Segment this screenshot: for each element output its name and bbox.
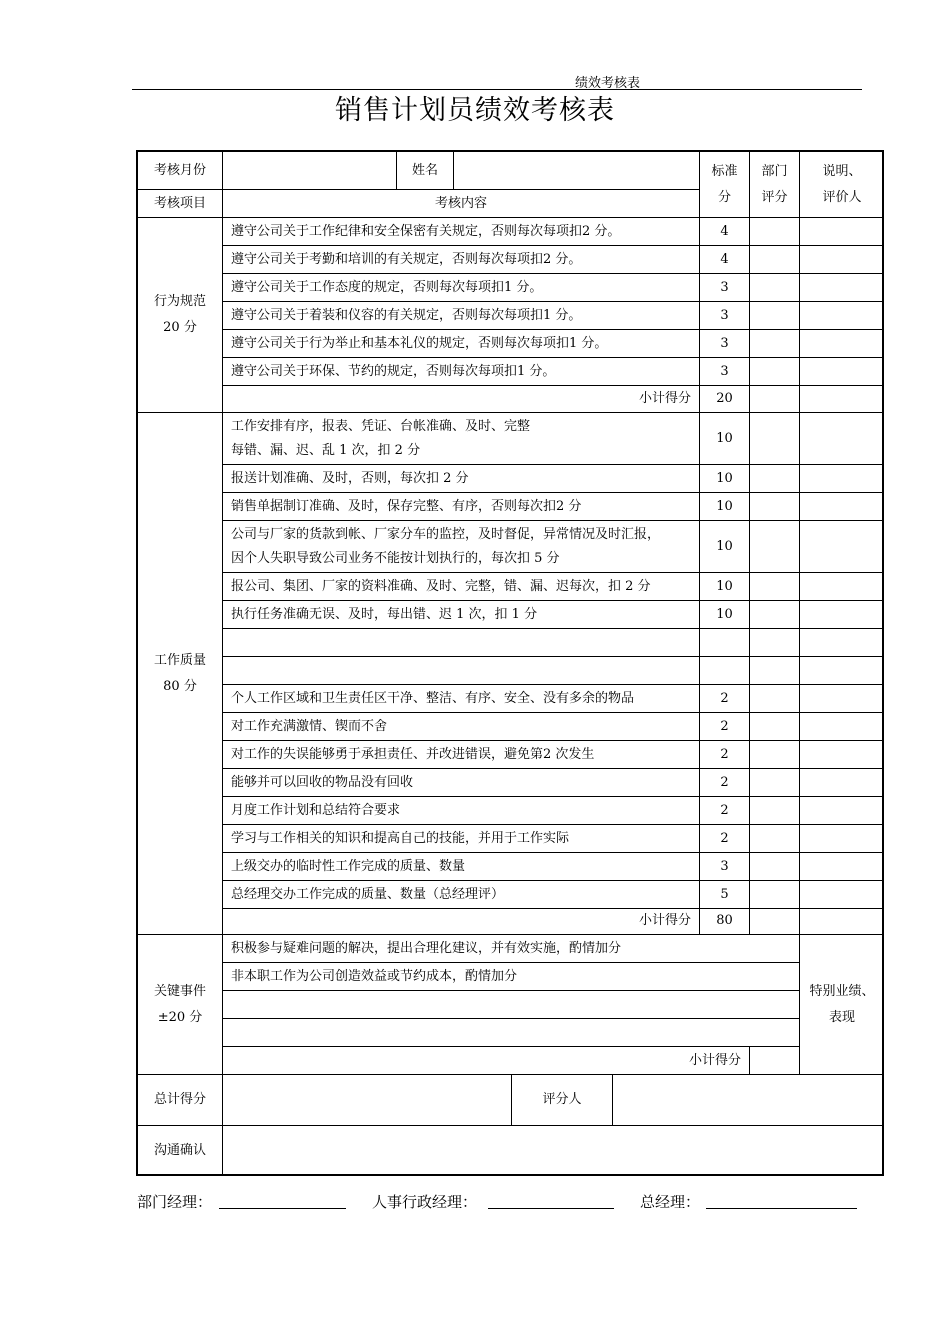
content-label: 考核内容 bbox=[223, 190, 700, 218]
quality-row-2-dept[interactable] bbox=[750, 465, 800, 493]
dept-score-header-l2: 评分 bbox=[761, 189, 788, 205]
quality-extra-row-remark[interactable] bbox=[800, 769, 884, 797]
behavior-row-score: 3 bbox=[700, 274, 750, 302]
appraisal-table bbox=[136, 150, 884, 1176]
behavior-row-score: 3 bbox=[700, 358, 750, 386]
quality-extra-row: 上级交办的临时性工作完成的质量、数量 bbox=[223, 853, 700, 881]
quality-extra-row-dept[interactable] bbox=[750, 741, 800, 769]
dept-manager-label: 部门经理： bbox=[137, 1193, 213, 1211]
quality-row-6-dept[interactable] bbox=[750, 601, 800, 629]
behavior-row-dept[interactable] bbox=[750, 274, 800, 302]
quality-blank-row-1[interactable] bbox=[223, 629, 700, 657]
total-label: 总计得分 bbox=[138, 1075, 223, 1126]
quality-row-3-remark[interactable] bbox=[800, 493, 884, 521]
behavior-row: 遵守公司关于工作态度的规定，否则每次每项扣1 分。 bbox=[223, 274, 700, 302]
hr-manager-signature-line[interactable] bbox=[488, 1208, 614, 1209]
rater-input[interactable] bbox=[613, 1075, 884, 1126]
quality-row-1-l1: 工作安排有序，报表、凭证、台帐准确、及时、完整 bbox=[231, 418, 531, 434]
rater-label: 评分人 bbox=[512, 1075, 613, 1126]
behavior-row: 遵守公司关于工作纪律和安全保密有关规定，否则每次每项扣2 分。 bbox=[223, 218, 700, 246]
quality-row-1-dept[interactable] bbox=[750, 413, 800, 465]
quality-label-l1: 工作质量 bbox=[153, 652, 206, 668]
key-events-subtotal-label: 小计得分 bbox=[223, 1047, 750, 1075]
total-input[interactable] bbox=[223, 1075, 512, 1126]
key-events-label-l2: ±20 分 bbox=[157, 1009, 203, 1025]
special-performance-l1: 特别业绩、 bbox=[809, 983, 875, 999]
quality-row-1-remark[interactable] bbox=[800, 413, 884, 465]
quality-blank-row-2-dept[interactable] bbox=[750, 657, 800, 685]
dept-score-header bbox=[750, 152, 800, 218]
behavior-row-remark[interactable] bbox=[800, 246, 884, 274]
dept-manager-signature-line[interactable] bbox=[219, 1208, 346, 1209]
quality-extra-row-dept[interactable] bbox=[750, 853, 800, 881]
quality-row-2-score: 10 bbox=[700, 465, 750, 493]
key-events-subtotal-value[interactable] bbox=[750, 1047, 800, 1075]
quality-extra-row: 月度工作计划和总结符合要求 bbox=[223, 797, 700, 825]
quality-row-6-score: 10 bbox=[700, 601, 750, 629]
std-score-header-l2: 分 bbox=[717, 189, 731, 205]
behavior-row-remark[interactable] bbox=[800, 330, 884, 358]
quality-extra-row-score: 2 bbox=[700, 713, 750, 741]
behavior-label-l1: 行为规范 bbox=[153, 294, 206, 309]
quality-row-5: 报公司、集团、厂家的资料准确、及时、完整，错、漏、迟每次，扣 2 分 bbox=[223, 573, 700, 601]
quality-subtotal-value: 80 bbox=[700, 907, 750, 935]
key-event-blank-row-1[interactable] bbox=[223, 991, 800, 1019]
quality-row-3-score: 10 bbox=[700, 493, 750, 521]
behavior-row-dept[interactable] bbox=[750, 246, 800, 274]
behavior-row-score: 4 bbox=[700, 218, 750, 246]
behavior-row-score: 3 bbox=[700, 302, 750, 330]
behavior-row-dept[interactable] bbox=[750, 330, 800, 358]
quality-extra-row-score: 5 bbox=[700, 881, 750, 909]
quality-extra-row-remark[interactable] bbox=[800, 713, 884, 741]
special-performance-cell bbox=[800, 935, 884, 1075]
behavior-label bbox=[138, 218, 223, 413]
quality-extra-row-score: 3 bbox=[700, 853, 750, 881]
remark-header-l1: 说明、 bbox=[822, 163, 862, 179]
hr-manager-label: 人事行政经理： bbox=[372, 1193, 478, 1211]
quality-extra-row: 能够并可以回收的物品没有回收 bbox=[223, 769, 700, 797]
quality-extra-row-dept[interactable] bbox=[750, 769, 800, 797]
key-event-row-1: 积极参与疑难问题的解决，提出合理化建议，并有效实施，酌情加分 bbox=[223, 935, 800, 963]
behavior-row-dept[interactable] bbox=[750, 358, 800, 386]
behavior-row-remark[interactable] bbox=[800, 302, 884, 330]
quality-extra-row-remark[interactable] bbox=[800, 685, 884, 713]
quality-extra-row: 对工作的失误能够勇于承担责任、并改进错误，避免第2 次发生 bbox=[223, 741, 700, 769]
behavior-subtotal-label: 小计得分 bbox=[223, 385, 700, 413]
quality-row-4-remark[interactable] bbox=[800, 521, 884, 573]
quality-row-4 bbox=[223, 521, 700, 573]
quality-blank-row-1-dept[interactable] bbox=[750, 629, 800, 657]
behavior-row-score: 3 bbox=[700, 330, 750, 358]
behavior-label-l2: 20 分 bbox=[163, 320, 197, 335]
remark-header-l2: 评价人 bbox=[822, 189, 862, 205]
quality-extra-row-remark[interactable] bbox=[800, 881, 884, 909]
page-title: 销售计划员绩效考核表 bbox=[335, 95, 615, 126]
quality-row-3-dept[interactable] bbox=[750, 493, 800, 521]
quality-extra-row-dept[interactable] bbox=[750, 825, 800, 853]
quality-extra-row-dept[interactable] bbox=[750, 713, 800, 741]
quality-extra-row-dept[interactable] bbox=[750, 881, 800, 909]
confirm-label: 沟通确认 bbox=[138, 1126, 223, 1176]
std-score-header bbox=[700, 152, 750, 218]
quality-blank-row-2[interactable] bbox=[223, 657, 700, 685]
quality-extra-row: 总经理交办工作完成的质量、数量（总经理评） bbox=[223, 881, 700, 909]
quality-extra-row: 个人工作区域和卫生责任区干净、整洁、有序、安全、没有多余的物品 bbox=[223, 685, 700, 713]
key-event-blank-row-2[interactable] bbox=[223, 1019, 800, 1047]
behavior-row-dept[interactable] bbox=[750, 218, 800, 246]
behavior-row-remark[interactable] bbox=[800, 218, 884, 246]
behavior-row-remark[interactable] bbox=[800, 274, 884, 302]
behavior-row-dept[interactable] bbox=[750, 302, 800, 330]
dept-score-header-l1: 部门 bbox=[761, 163, 788, 179]
quality-row-4-l2: 因个人失职导致公司业务不能按计划执行的，每次扣 5 分 bbox=[231, 550, 560, 566]
item-label: 考核项目 bbox=[138, 190, 223, 218]
behavior-row: 遵守公司关于着装和仪容的有关规定，否则每次每项扣1 分。 bbox=[223, 302, 700, 330]
quality-row-5-remark[interactable] bbox=[800, 573, 884, 601]
key-events-label bbox=[138, 935, 223, 1075]
confirm-input[interactable] bbox=[223, 1126, 884, 1176]
behavior-subtotal-value: 20 bbox=[700, 385, 750, 413]
quality-row-3: 销售单据制订准确、及时，保存完整、有序，否则每次扣2 分 bbox=[223, 493, 700, 521]
page-header: 绩效考核表 bbox=[575, 76, 641, 91]
behavior-subtotal-remark[interactable] bbox=[800, 385, 884, 413]
quality-row-1-l2: 每错、漏、迟、乱 1 次，扣 2 分 bbox=[231, 442, 421, 458]
quality-subtotal-dept[interactable] bbox=[750, 907, 800, 935]
quality-extra-row-score: 2 bbox=[700, 769, 750, 797]
quality-blank-row-2-remark[interactable] bbox=[800, 657, 884, 685]
quality-extra-row-dept[interactable] bbox=[750, 685, 800, 713]
std-score-header-l1: 标准 bbox=[711, 163, 738, 179]
remark-header bbox=[800, 152, 884, 218]
quality-subtotal-remark[interactable] bbox=[800, 907, 884, 935]
quality-row-4-score: 10 bbox=[700, 521, 750, 573]
quality-row-1 bbox=[223, 413, 700, 465]
quality-extra-row-dept[interactable] bbox=[750, 797, 800, 825]
behavior-row: 遵守公司关于考勤和培训的有关规定，否则每次每项扣2 分。 bbox=[223, 246, 700, 274]
general-manager-signature-line[interactable] bbox=[706, 1208, 857, 1209]
general-manager-label: 总经理： bbox=[640, 1193, 701, 1211]
behavior-row-score: 4 bbox=[700, 246, 750, 274]
quality-row-4-l1: 公司与厂家的货款到帐、厂家分车的监控，及时督促，异常情况及时汇报， bbox=[231, 526, 661, 542]
quality-extra-row-remark[interactable] bbox=[800, 825, 884, 853]
quality-blank-row-1-score[interactable] bbox=[700, 629, 750, 657]
quality-row-4-dept[interactable] bbox=[750, 521, 800, 573]
behavior-row: 遵守公司关于环保、节约的规定，否则每次每项扣1 分。 bbox=[223, 358, 700, 386]
quality-row-6: 执行任务准确无误、及时，每出错、迟 1 次，扣 1 分 bbox=[223, 601, 700, 629]
quality-extra-row-score: 2 bbox=[700, 741, 750, 769]
name-label: 姓名 bbox=[397, 152, 454, 190]
quality-extra-row-remark[interactable] bbox=[800, 741, 884, 769]
quality-row-5-dept[interactable] bbox=[750, 573, 800, 601]
quality-row-5-score: 10 bbox=[700, 573, 750, 601]
month-label: 考核月份 bbox=[138, 152, 223, 190]
quality-extra-row-remark[interactable] bbox=[800, 797, 884, 825]
quality-blank-row-2-score[interactable] bbox=[700, 657, 750, 685]
quality-row-2: 报送计划准确、及时，否则，每次扣 2 分 bbox=[223, 465, 700, 493]
quality-extra-row-score: 2 bbox=[700, 685, 750, 713]
behavior-row-remark[interactable] bbox=[800, 358, 884, 386]
quality-extra-row-remark[interactable] bbox=[800, 853, 884, 881]
month-input[interactable] bbox=[223, 152, 397, 190]
behavior-row: 遵守公司关于行为举止和基本礼仪的规定，否则每次每项扣1 分。 bbox=[223, 330, 700, 358]
key-events-label-l1: 关键事件 bbox=[153, 983, 206, 999]
key-event-row-2: 非本职工作为公司创造效益或节约成本，酌情加分 bbox=[223, 963, 800, 991]
quality-label-l2: 80 分 bbox=[163, 678, 197, 694]
quality-extra-row-score: 2 bbox=[700, 797, 750, 825]
quality-extra-row: 对工作充满激情、锲而不舍 bbox=[223, 713, 700, 741]
quality-extra-row-score: 2 bbox=[700, 825, 750, 853]
special-performance-l2: 表现 bbox=[828, 1009, 855, 1025]
quality-row-2-remark[interactable] bbox=[800, 465, 884, 493]
quality-row-6-remark[interactable] bbox=[800, 601, 884, 629]
quality-label bbox=[138, 413, 223, 935]
behavior-subtotal-dept[interactable] bbox=[750, 385, 800, 413]
quality-subtotal-label: 小计得分 bbox=[223, 907, 700, 935]
quality-blank-row-1-remark[interactable] bbox=[800, 629, 884, 657]
name-input[interactable] bbox=[454, 152, 700, 190]
quality-extra-row: 学习与工作相关的知识和提高自己的技能，并用于工作实际 bbox=[223, 825, 700, 853]
quality-row-1-score: 10 bbox=[700, 413, 750, 465]
